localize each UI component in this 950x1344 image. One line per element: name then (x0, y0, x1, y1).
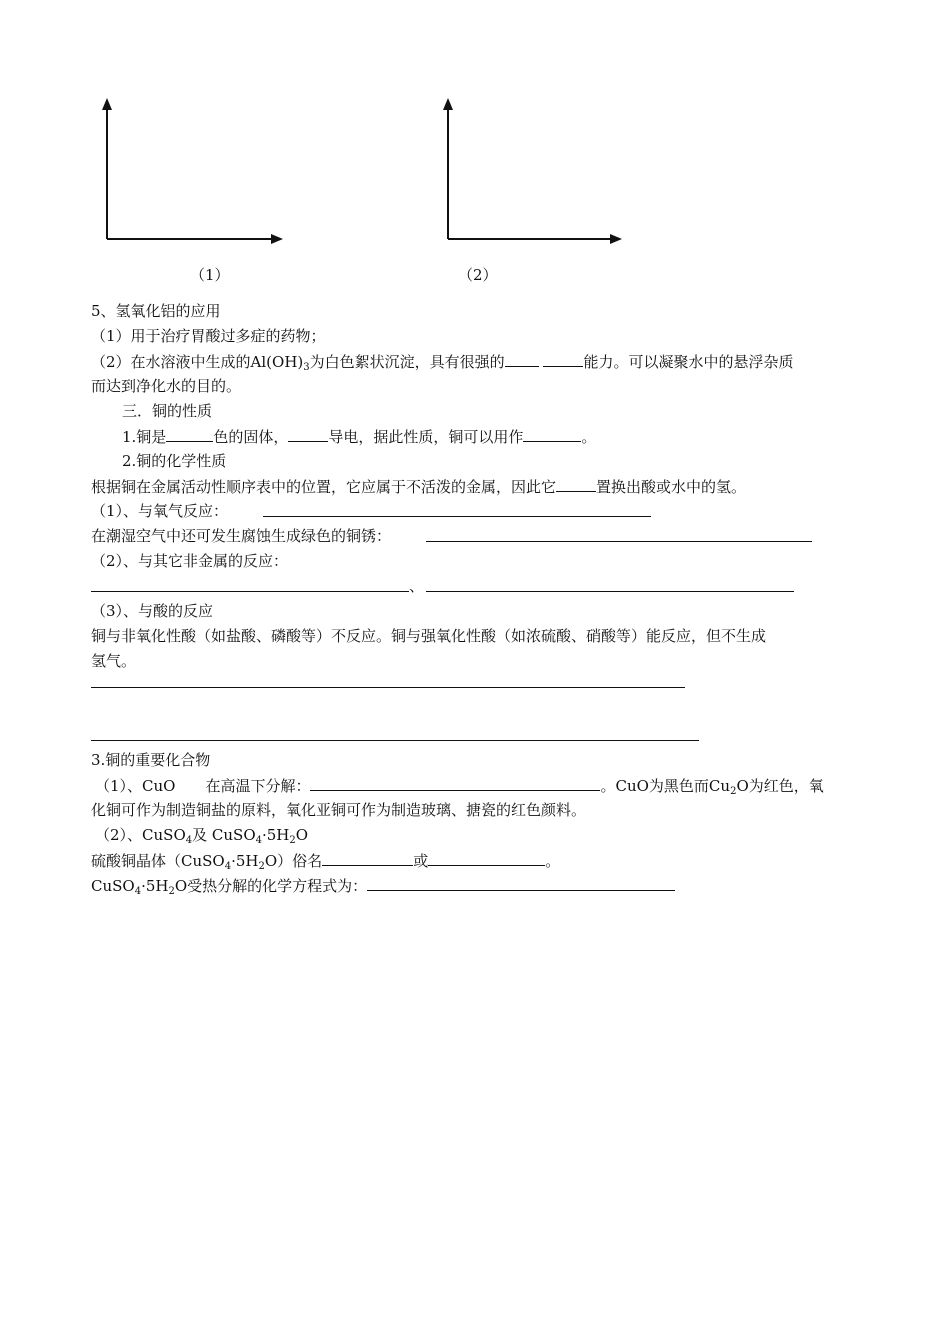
sec3-nonmetal: （2）、与其它非金属的反应： (91, 552, 289, 570)
sec5-item2-b: 为白色絮状沉淀，具有很强的 (309, 353, 505, 371)
blank-common-name-2[interactable] (428, 850, 545, 866)
cuso4-line (95, 825, 308, 845)
heat-line (91, 875, 675, 896)
cuso4-d: O (295, 826, 309, 844)
blank-color[interactable] (166, 426, 213, 442)
sec3-acid-a: 铜与非氧化性酸（如盐酸、磷酸等）不反应。铜与强氧化性酸（如浓硫酸、硝酸等）能反应，但不生成 (91, 627, 767, 645)
crystal-e: 。 (545, 852, 561, 870)
blank-cuo-equation[interactable] (310, 775, 600, 791)
sec3-p1-c: 导电，据此性质，铜可以用作 (328, 428, 524, 446)
blank-heat-equation[interactable] (367, 875, 675, 891)
sec5-item2 (91, 351, 793, 372)
sec3-p1 (122, 426, 596, 447)
sec3-acid-title: （3）、与酸的反应 (91, 602, 214, 620)
sub: 2 (258, 861, 265, 872)
compounds-title: 3.铜的重要化合物 (91, 751, 211, 769)
answer-line[interactable] (263, 516, 651, 517)
answer-line[interactable] (91, 687, 685, 688)
sub: 4 (224, 861, 232, 872)
sub: 2 (289, 835, 296, 846)
sub: 2 (168, 886, 175, 897)
cuo-line (95, 775, 824, 796)
blank-conduct[interactable] (288, 426, 328, 442)
sec3-title: 三．铜的性质 (122, 402, 213, 420)
cuo-b: 。CuO为黑色而Cu (600, 777, 731, 795)
sec3-p3-b: 置换出酸或水中的氢。 (596, 478, 747, 496)
sec5-item1: （1）用于治疗胃酸过多症的药物； (91, 327, 326, 345)
cuso4-c: ·5H (262, 826, 290, 844)
cuo-c: O为红色，氧 (736, 777, 824, 795)
sub: 4 (134, 886, 142, 897)
cuso4-a: （2）、CuSO (95, 826, 186, 844)
heat-c: O受热分解的化学方程式为： (174, 877, 368, 895)
graph-2-label: （2） (458, 266, 498, 284)
blank-replace[interactable] (556, 476, 596, 492)
separator: 、 (409, 577, 425, 595)
blank-field[interactable] (505, 351, 539, 367)
graph-1-axes (98, 96, 288, 248)
crystal-line (91, 850, 560, 871)
blank-use[interactable] (523, 426, 581, 442)
sec5-title: 5、氢氧化铝的应用 (91, 302, 221, 320)
sub: 4 (185, 835, 193, 846)
sec3-p1-a: 1.铜是 (122, 428, 167, 446)
cuso4-b: 及 CuSO (192, 826, 256, 844)
sec3-p2: 2.铜的化学性质 (122, 452, 227, 470)
heat-a: CuSO (91, 877, 135, 895)
sub: 4 (255, 835, 262, 846)
cuo-a: （1）、CuO 在高温下分解： (95, 777, 311, 795)
cuo-sub: 2 (730, 786, 737, 797)
sec5-item2-c: 能力。可以凝聚水中的悬浮杂质 (583, 353, 794, 371)
sec5-item2-sub: 3 (303, 362, 310, 373)
sec3-p3-a: 根据铜在金属活动性顺序表中的位置，它应属于不活泼的金属，因此它 (91, 478, 557, 496)
graph-2-axes (439, 96, 629, 248)
crystal-c: O）俗名 (264, 852, 323, 870)
crystal-a: 硫酸铜晶体（CuSO (91, 852, 225, 870)
blank-common-name-1[interactable] (322, 850, 413, 866)
answer-line[interactable] (91, 591, 409, 592)
sec3-p1-b: 色的固体， (213, 428, 289, 446)
sec5-item2-cont: 而达到净化水的目的。 (91, 377, 242, 395)
answer-line[interactable] (91, 740, 699, 741)
sec5-item2-a: （2）在水溶液中生成的Al(OH) (91, 353, 304, 371)
sec3-acid-b: 氢气。 (91, 652, 137, 670)
crystal-d: 或 (413, 852, 429, 870)
sec3-rust: 在潮湿空气中还可发生腐蚀生成绿色的铜锈： (91, 527, 392, 545)
sec3-oxygen: （1）、与氧气反应： (91, 502, 229, 520)
heat-b: ·5H (141, 877, 169, 895)
cuo-cont: 化铜可作为制造铜盐的原料，氧化亚铜可作为制造玻璃、搪瓷的红色颜料。 (91, 801, 587, 819)
crystal-b: ·5H (231, 852, 259, 870)
answer-line[interactable] (426, 591, 794, 592)
blank-field[interactable] (543, 351, 583, 367)
sec3-p1-d: 。 (581, 428, 597, 446)
graph-1-label: （1） (190, 266, 230, 284)
answer-line[interactable] (426, 541, 812, 542)
sec3-p3 (91, 476, 746, 497)
